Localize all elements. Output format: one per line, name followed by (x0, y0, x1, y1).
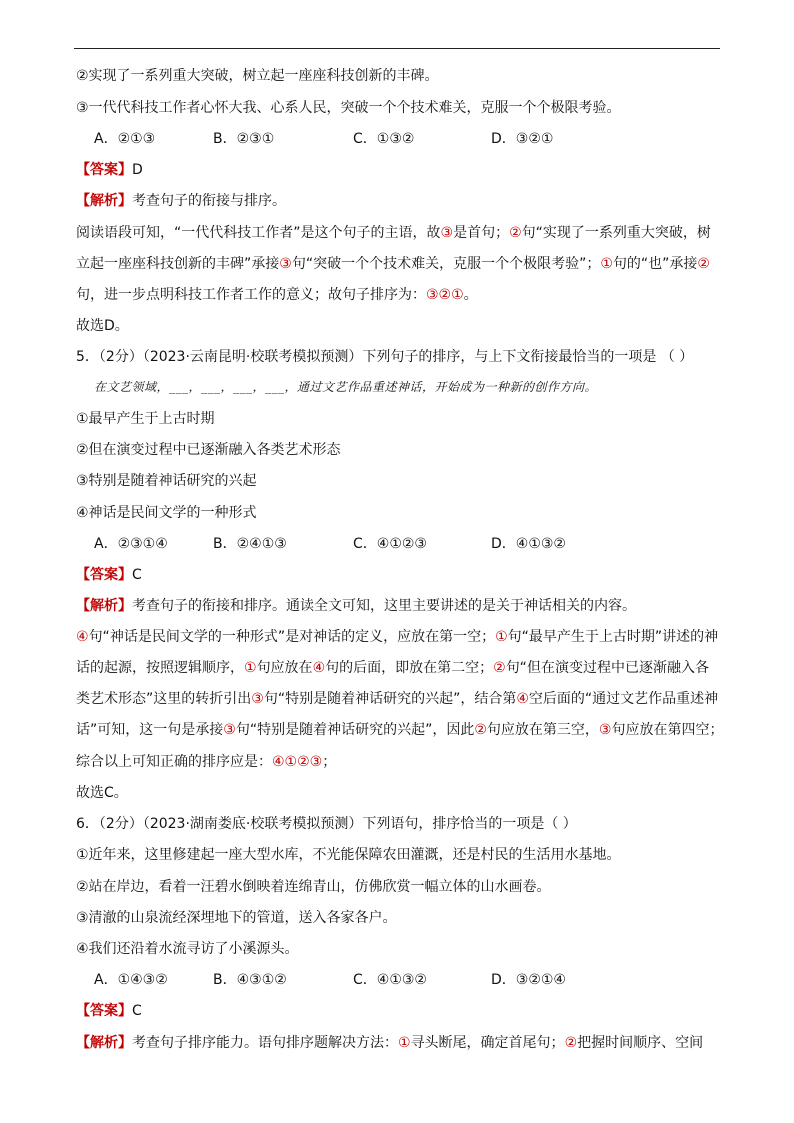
circled-number: ② (474, 722, 487, 738)
text: 句应放在第三空， (486, 722, 599, 738)
text: 话的起源，按照逻辑顺序， (76, 660, 244, 676)
q5-explanation-line-3 (76, 689, 718, 709)
q6-answer (76, 1001, 142, 1021)
q6-sentence-3: ③清澈的山泉流经深埋地下的管道，送入各家各户。 (76, 910, 397, 926)
q4-option-c: C．①③② (353, 131, 415, 147)
q5-stem: 5．（2分）（2023·云南昆明·校联考模拟预测）下列句子的排序，与上下文衔接最恰当的一项是 （ ） (76, 349, 694, 365)
q5-explanation-line-1 (76, 627, 718, 647)
q5-explanation-line-5 (76, 752, 336, 772)
text: 句“但在演变过程中已逐渐融入各 (505, 660, 709, 676)
text: 话”可知，这一句是承接 (76, 722, 224, 738)
circled-number: ③ (251, 691, 264, 707)
text: 句应放在第四空； (611, 722, 724, 738)
header-rule (74, 48, 720, 49)
q5-option-c: C．④①②③ (353, 536, 427, 552)
q5-analysis (76, 596, 636, 616)
q5-prompt: 在文艺领域，___，___，___，___，通过文艺作品重述神话，开始成为一种新的创作方向。 (94, 380, 598, 394)
circled-number: ① (398, 1035, 411, 1051)
q5-sentence-3: ③特别是随着神话研究的兴起 (76, 473, 257, 489)
q5-explanation-line-2 (76, 658, 709, 678)
circled-number: ① (244, 660, 257, 676)
text: 类艺术形态”这里的转折引出 (76, 691, 252, 707)
text: 句的“也”承接 (612, 256, 698, 272)
q6-option-b: B．④③①② (213, 972, 287, 988)
text: 是首句； (453, 225, 510, 241)
circled-number: ③ (223, 722, 236, 738)
q5-answer (76, 565, 142, 585)
answer-tag: 【答案】 (76, 1003, 132, 1019)
analysis-lead: 考查句子的衔接与排序。 (132, 193, 286, 209)
q6-sentence-1: ①近年来，这里修建起一座大型水库，不光能保障农田灌溉，还是村民的生活用水基地。 (76, 847, 621, 863)
answer-value: C (132, 567, 142, 583)
text: 立起一座座科技创新的丰碑”承接 (76, 256, 280, 272)
analysis-tag: 【解析】 (76, 598, 132, 614)
q5-option-d: D．④①③② (491, 536, 566, 552)
q4-explanation-line-3 (76, 285, 478, 305)
q4-option-d: D．③②① (491, 131, 554, 147)
q6-sentence-4: ④我们还沿着水流寻访了小溪源头。 (76, 941, 299, 957)
q5-explanation-line-4 (76, 720, 723, 740)
text: ； (322, 754, 337, 770)
analysis-lead: 考查句子排序能力。语句排序题解决方法： (132, 1035, 398, 1051)
q5-sentence-4: ④神话是民间文学的一种形式 (76, 505, 257, 521)
circled-number: ③ (440, 225, 454, 241)
q5-sentence-1: ①最早产生于上古时期 (76, 411, 215, 427)
circled-number: ③ (598, 722, 612, 738)
circled-number: ④ (516, 691, 529, 707)
q5-option-a: A．②③①④ (94, 536, 168, 552)
text: 句“最早产生于上古时期”讲述的神 (507, 629, 719, 645)
q4-explanation-line-1 (76, 223, 711, 243)
text: 句“实现了一系列重大突破，树 (521, 225, 711, 241)
text: 空后面的“通过文艺作品重述神 (528, 691, 719, 707)
q4-option-b: B．②③① (213, 131, 275, 147)
answer-value: D (132, 162, 143, 178)
q6-option-a: A．①④③② (94, 972, 168, 988)
text: 句的后面，即放在第二空； (325, 660, 494, 676)
q5-conclusion: 故选C。 (76, 785, 128, 801)
q6-stem: 6．（2分）（2023·湖南娄底·校联考模拟预测）下列语句，排序恰当的一项是（ ） (76, 816, 577, 832)
text: 句，进一步点明科技工作者工作的意义；故句子排序为： (76, 287, 426, 303)
q6-sentence-2: ②站在岸边，看着一汪碧水倒映着连绵青山，仿佛欣赏一幅立体的山水画卷。 (76, 879, 551, 895)
text: 句应放在 (256, 660, 313, 676)
method-2: 把握时间顺序、空间 (577, 1035, 704, 1051)
circled-number: ④ (76, 629, 89, 645)
circled-number: ③ (279, 256, 292, 272)
text: 阅读语段可知，“一代代科技工作者”是这个句子的主语，故 (76, 225, 441, 241)
q6-option-d: D．③②①④ (491, 972, 566, 988)
circled-sequence: ③②① (426, 287, 464, 303)
text: 句“突破一个个技术难关，克服一个个极限考验”； (291, 256, 601, 272)
text: 句“特别是随着神话研究的兴起”，结合第 (263, 691, 517, 707)
q6-analysis (76, 1033, 703, 1053)
q4-sentence-2: ②实现了一系列重大突破，树立起一座座科技创新的丰碑。 (76, 68, 439, 84)
q4-sentence-3: ③一代代科技工作者心怀大我、心系人民，突破一个个技术难关，克服一个个极限考验。 (76, 100, 621, 116)
analysis-lead: 考查句子的衔接和排序。通读全文可知，这里主要讲述的是关于神话相关的内容。 (132, 598, 636, 614)
circled-number: ② (509, 225, 522, 241)
circled-number: ④ (312, 660, 326, 676)
q4-conclusion: 故选D。 (76, 318, 129, 334)
circled-number: ② (564, 1035, 578, 1051)
q6-option-c: C．④①③② (353, 972, 427, 988)
q4-analysis (76, 191, 286, 211)
circled-number: ① (600, 256, 613, 272)
circled-number: ② (697, 256, 710, 272)
answer-tag: 【答案】 (76, 567, 132, 583)
analysis-tag: 【解析】 (76, 193, 132, 209)
q5-sentence-2: ②但在演变过程中已逐渐融入各类艺术形态 (76, 442, 341, 458)
text: 句“特别是随着神话研究的兴起”，因此 (235, 722, 475, 738)
q5-option-b: B．②④①③ (213, 536, 287, 552)
q4-option-a: A．②①③ (94, 131, 156, 147)
text: 综合以上可知正确的排序应是： (76, 754, 272, 770)
text: 。 (463, 287, 478, 303)
text: 句“神话是民间文学的一种形式”是对神话的定义，应放在第一空； (88, 629, 496, 645)
circled-number: ① (495, 629, 508, 645)
method-1: 寻头断尾，确定首尾句； (410, 1035, 565, 1051)
q4-explanation-line-2 (76, 254, 710, 274)
analysis-tag: 【解析】 (76, 1035, 132, 1051)
answer-value: C (132, 1003, 142, 1019)
answer-tag: 【答案】 (76, 162, 132, 178)
circled-sequence: ④①②③ (272, 754, 323, 770)
q4-answer (76, 160, 143, 180)
circled-number: ② (493, 660, 506, 676)
